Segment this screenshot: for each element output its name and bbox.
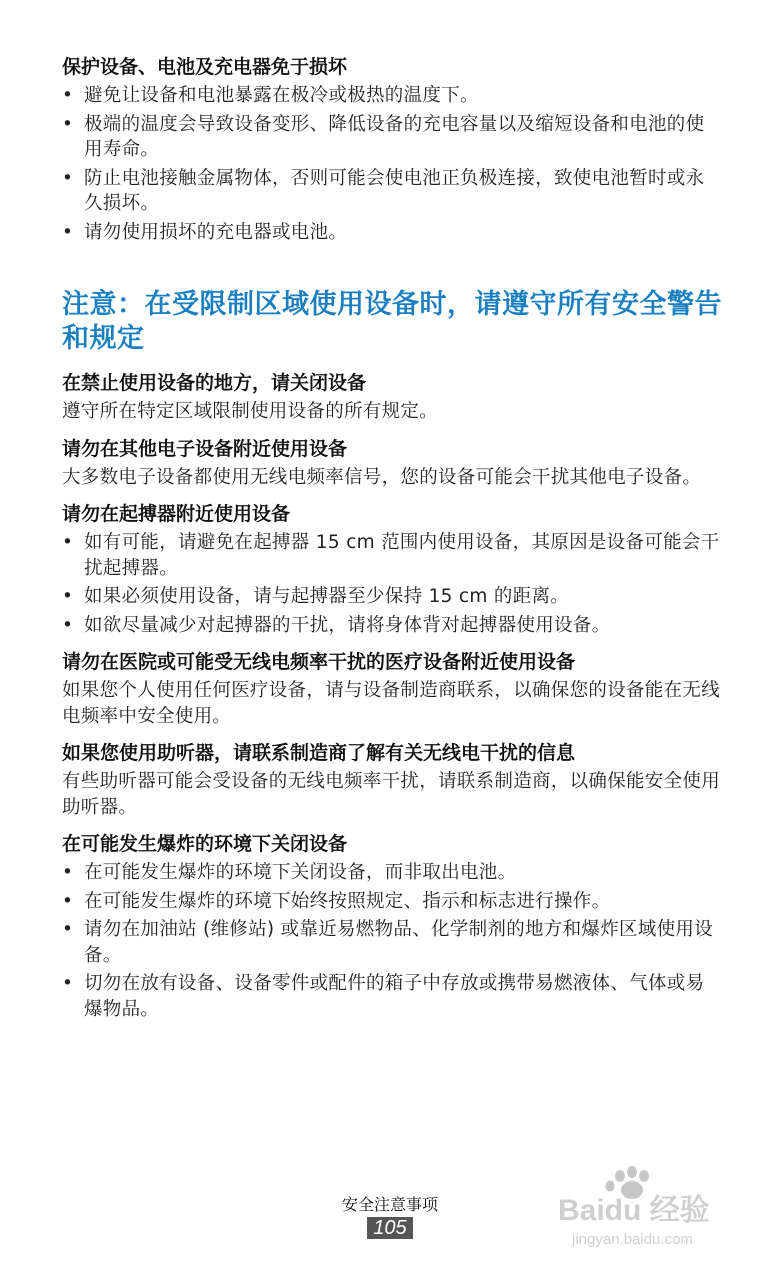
bullet-icon: • <box>62 586 74 607</box>
bullet-text: 切勿在放有设备、设备零件或配件的箱子中存放或携带易燃液体、气体或易爆物品。 <box>84 973 705 1020</box>
bullet-item <box>62 584 722 610</box>
baidu-jingyan-watermark <box>550 1162 750 1252</box>
content-block <box>62 740 722 820</box>
paragraph: 遵守所在特定区域限制使用设备的所有规定。 <box>62 401 439 422</box>
bullet-icon: • <box>62 532 74 553</box>
bullet-text: 避免让设备和电池暴露在极冷或极热的温度下。 <box>84 85 479 106</box>
document-page <box>62 54 722 1025</box>
page-number: 105 <box>367 1217 412 1239</box>
bullet-icon: • <box>62 973 74 994</box>
bullet-text: 请勿在加油站 (维修站) 或靠近易燃物品、化学制剂的地方和爆炸区域使用设备。 <box>84 919 713 966</box>
bullet-item <box>62 220 722 246</box>
bullet-item <box>62 971 722 1022</box>
bullet-list <box>62 860 722 1022</box>
sub-heading: 请勿在其他电子设备附近使用设备 <box>62 437 348 460</box>
bullet-item <box>62 112 722 163</box>
content-block <box>62 54 722 245</box>
sub-heading: 保护设备、电池及充电器免于损坏 <box>62 56 348 78</box>
content-block <box>62 370 722 425</box>
paragraph: 如果您个人使用任何医疗设备，请与设备制造商联系，以确保您的设备能在无线电频率中安全使用。 <box>62 680 721 727</box>
bullet-icon: • <box>62 167 74 189</box>
section-device-protection <box>62 54 722 245</box>
content-block <box>62 831 722 1022</box>
bullet-text: 如有可能，请避免在起搏器 15 cm 范围内使用设备，其原因是设备可能会干扰起搏器。 <box>84 532 720 579</box>
footer-section-label: 安全注意事项 <box>341 1195 438 1214</box>
bullet-text: 防止电池接触金属物体，否则可能会使电池正负极连接，致使电池暂时或永久损坏。 <box>84 167 705 214</box>
bullet-icon: • <box>62 221 74 243</box>
bullet-item <box>62 889 722 915</box>
watermark-url-text: jingyan.baidu.com <box>572 1231 693 1248</box>
content-block <box>62 501 722 638</box>
bullet-icon: • <box>62 890 74 912</box>
sub-heading: 如果您使用助听器，请联系制造商了解有关无线电干扰的信息 <box>62 742 576 764</box>
paragraph: 有些助听器可能会受设备的无线电频率干扰，请联系制造商，以确保能安全使用助听器。 <box>62 771 721 818</box>
bullet-icon: • <box>62 113 74 135</box>
content-block <box>62 436 722 491</box>
bullet-list <box>62 530 722 638</box>
bullet-item <box>62 83 722 109</box>
bullet-icon: • <box>62 919 74 940</box>
paragraph: 大多数电子设备都使用无线电频率信号，您的设备可能会干扰其他电子设备。 <box>62 466 702 488</box>
content-block <box>62 649 722 729</box>
bullet-item <box>62 166 722 217</box>
sub-heading: 在禁止使用设备的地方，请关闭设备 <box>62 372 367 394</box>
bullet-text: 如果必须使用设备，请与起搏器至少保持 15 cm 的距离。 <box>84 586 570 607</box>
bullet-item <box>62 530 722 581</box>
bullet-list <box>62 83 722 245</box>
bullet-item <box>62 917 722 968</box>
bullet-text: 在可能发生爆炸的环境下关闭设备，而非取出电池。 <box>84 862 517 883</box>
bullet-icon: • <box>62 862 74 883</box>
bullet-item <box>62 860 722 886</box>
sub-heading: 请勿在起搏器附近使用设备 <box>62 503 291 525</box>
sub-heading: 在可能发生爆炸的环境下关闭设备 <box>62 833 348 855</box>
sub-heading: 请勿在医院或可能受无线电频率干扰的医疗设备附近使用设备 <box>62 651 576 673</box>
bullet-icon: • <box>62 614 74 636</box>
bullet-text: 极端的温度会导致设备变形、降低设备的充电容量以及缩短设备和电池的使用寿命。 <box>84 113 705 160</box>
bullet-text: 请勿使用损坏的充电器或电池。 <box>84 221 348 243</box>
section-title: 注意：在受限制区域使用设备时，请遵守所有安全警告和规定 <box>62 289 722 354</box>
watermark-logo-text: Baidu 经验 <box>558 1194 710 1227</box>
bullet-text: 如欲尽量减少对起搏器的干扰，请将身体背对起搏器使用设备。 <box>84 614 611 636</box>
bullet-text: 在可能发生爆炸的环境下始终按照规定、指示和标志进行操作。 <box>84 890 611 912</box>
bullet-icon: • <box>62 85 74 106</box>
section-restricted-areas <box>62 288 722 1022</box>
bullet-item <box>62 613 722 639</box>
